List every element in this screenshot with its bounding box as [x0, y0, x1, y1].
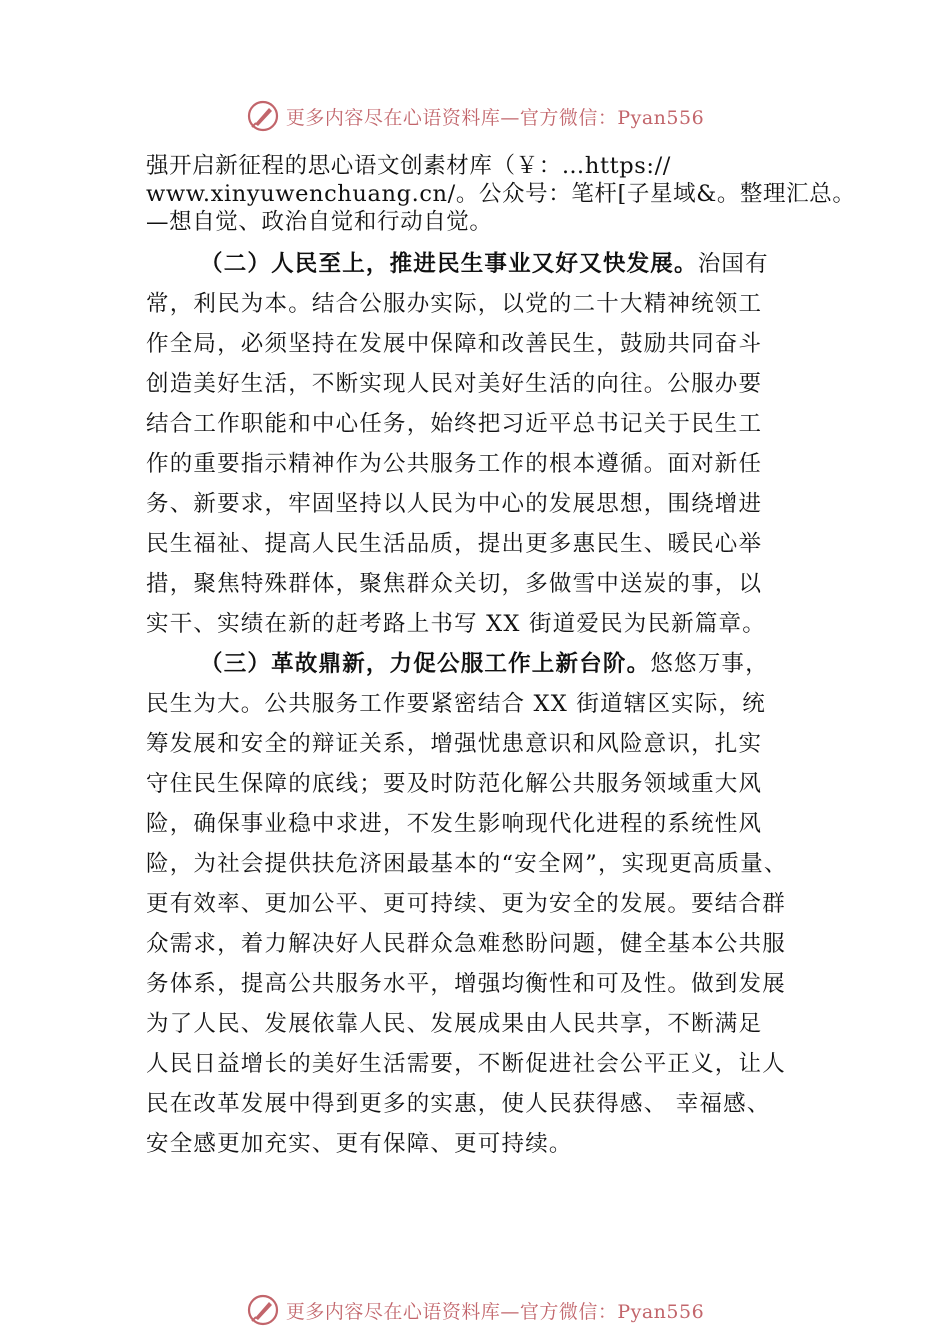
text-line: 险，为社会提供扶危济困最基本的“安全网”，实现更高质量、: [146, 851, 788, 877]
footer-banner: [0, 1290, 950, 1330]
text-line: 险，确保事业稳中求进，不发生影响现代化进程的系统性风: [146, 811, 763, 837]
text-line: 务体系，提高公共服务水平，增强均衡性和可及性。做到发展: [146, 971, 786, 997]
text-line: 常，利民为本。结合公服办实际，以党的二十大精神统领工: [146, 291, 763, 317]
heading-rest-text: 悠悠万事，: [650, 651, 769, 677]
text-line: 安全感更加充实、更有保障、更可持续。: [146, 1131, 573, 1157]
text-line: 作全局，必须坚持在发展中保障和改善民生，鼓励共同奋斗: [146, 331, 763, 357]
banner-text: 更多内容尽在心语资料库—官方微信：Pyan556: [285, 1300, 705, 1323]
text-line: 守住民生保障的底线；要及时防范化解公共服务领域重大风: [146, 771, 763, 797]
text-line: 结合工作职能和中心任务，始终把习近平总书记关于民生工: [146, 411, 763, 437]
section-heading-3: [146, 644, 866, 684]
document-body: [146, 152, 866, 1164]
heading-bold-text: （三）革故鼎新，力促公服工作上新台阶。: [200, 651, 651, 677]
text-line: 实干、实绩在新的赶考路上书写 XX 街道爱民为民新篇章。: [146, 611, 766, 637]
text-line: www.xinyuwenchuang.cn/。公众号：笔杆[子星域&。整理汇总。: [146, 181, 856, 207]
section-heading-2: [146, 244, 866, 284]
pen-circle-logo-icon: [246, 1293, 280, 1327]
text-line: 作的重要指示精神作为公共服务工作的根本遵循。面对新任: [146, 451, 763, 477]
text-line: 强开启新征程的思心语文创素材库（￥：…https://: [146, 153, 671, 179]
banner-text: 更多内容尽在心语资料库—官方微信：Pyan556: [285, 106, 705, 129]
text-line: 民在改革发展中得到更多的实惠，使人民获得感、 幸福感、: [146, 1091, 771, 1117]
text-line: 务、新要求，牢固坚持以人民为中心的发展思想，围绕增进: [146, 491, 763, 517]
text-line: —想自觉、政治自觉和行动自觉。: [146, 209, 493, 235]
heading-bold-text: （二）人民至上，推进民生事业又好又快发展。: [200, 251, 698, 277]
text-line: 人民日益增长的美好生活需要，不断促进社会公平正义，让人: [146, 1051, 786, 1077]
text-line: 民生为大。公共服务工作要紧密结合 XX 街道辖区实际，统: [146, 691, 766, 717]
text-line: 为了人民、发展依靠人民、发展成果由人民共享，不断满足: [146, 1011, 763, 1037]
text-line: 众需求，着力解决好人民群众急难愁盼问题，健全基本公共服: [146, 931, 786, 957]
heading-rest-text: 治国有: [697, 251, 769, 277]
text-line: 民生福祉、提高人民生活品质，提出更多惠民生、暖民心举: [146, 531, 763, 557]
text-line: 创造美好生活，不断实现人民对美好生活的向往。公服办要: [146, 371, 763, 397]
pen-circle-logo-icon: [246, 99, 280, 133]
header-banner: [0, 96, 950, 136]
text-line: 更有效率、更加公平、更可持续、更为安全的发展。要结合群: [146, 891, 786, 917]
text-line: 措，聚焦特殊群体，聚焦群众关切，多做雪中送炭的事，以: [146, 571, 763, 597]
text-line: 筹发展和安全的辩证关系，增强忧患意识和风险意识，扎实: [146, 731, 763, 757]
